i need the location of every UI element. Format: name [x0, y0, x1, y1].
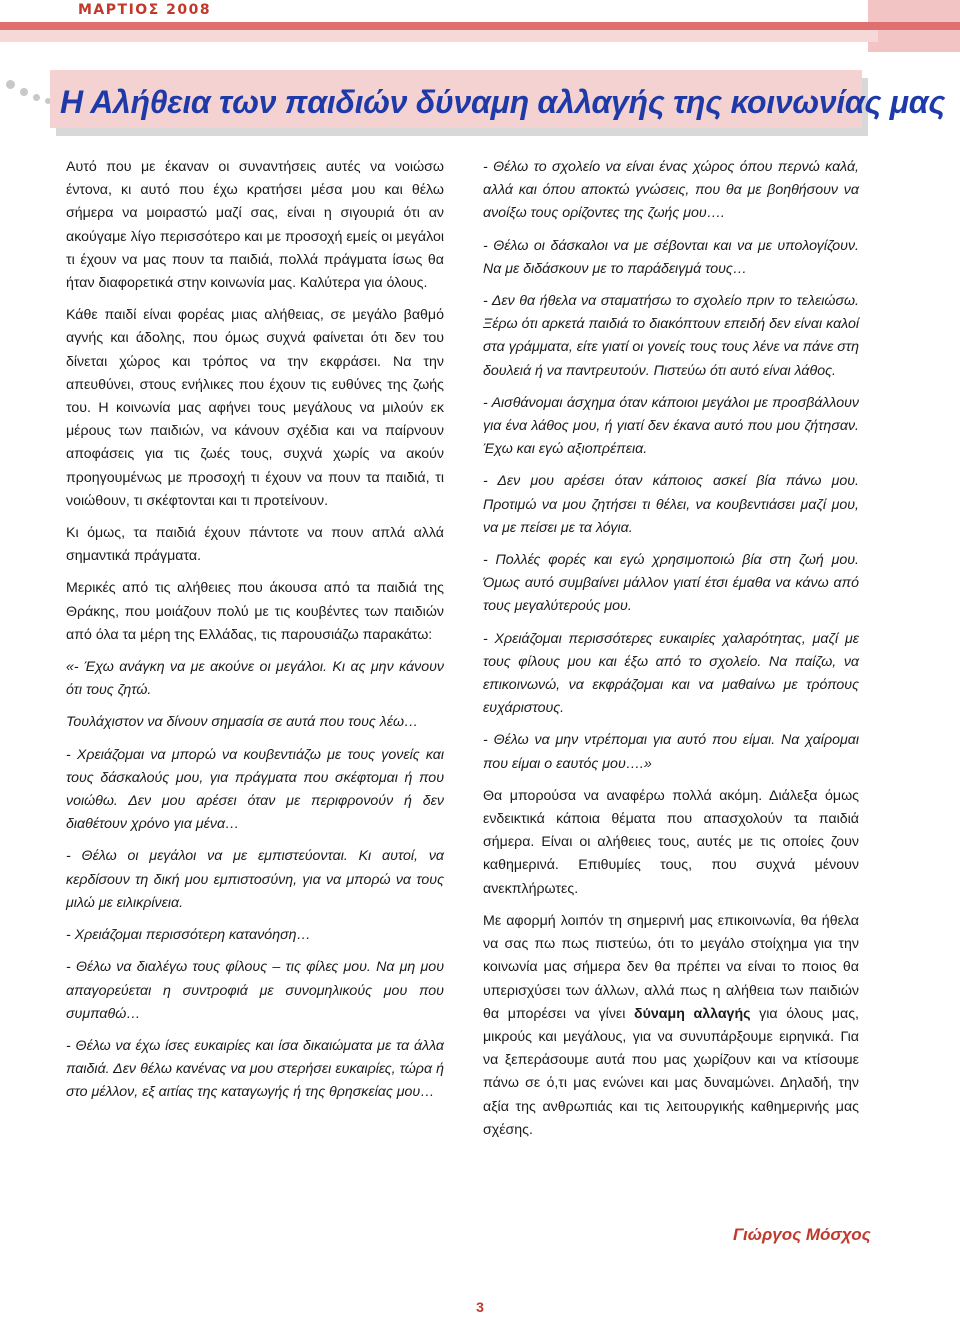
quote-item: - Δεν θα ήθελα να σταματήσω το σχολείο πριν το τελειώσω. Ξέρω ότι αρκετά παιδιά το διακόπτουν επειδή δεν είναι καλοί στα γράμματα, είτε γιατί οι γονείς τους τους λένε να πάνε στη δουλειά ή να παντρευτούν. Πιστεύω ότι αυτό είναι λάθος. [483, 293, 859, 379]
quote-item: - Χρειάζομαι περισσότερη κατανόηση… [66, 927, 311, 944]
emphasis: δύναμη αλλαγής [634, 1005, 751, 1022]
paragraph: Κάθε παιδί είναι φορέας μιας αλήθειας, σε μεγάλο βαθμό αγνής και άδολης, που όμως συχνά φαίνεται ότι δεν του δίνεται χώρος και τρόπος να την εκφράσει. Να την απευθύνει, στους ενήλικες που έχουν τις ευθύνες της ζωής του. Η κοινωνία μας αφήνει τους μεγάλους να μιλούν εκ μέρους των παιδιών, να κάνουν σχέδια και να παίρνουν αποφάσεις για τις ζωές τους, συχνά χωρίς να ακούν προηγουμένως με προσοχή τι έχουν να πουν τα παιδιά, τι νοιώθουν, τι σκέφτονται και τι προτείνουν. [66, 307, 444, 509]
quote-item: Τουλάχιστον να δίνουν σημασία σε αυτά που τους λέω… [66, 714, 419, 731]
paragraph-lead: Με αφορμή λοιπόν τη σημερινή μας επικοινωνία, θα ήθελα να σας πω πως πιστεύω, ότι το μεγάλο στοίχημα για την κοινωνία μας σήμερα δεν θα πρέπει να είναι το ποιος θα υπερισχύσει των άλλων, αλλά πως η αλήθεια των παιδιών θα μπορέσει να γίνει [483, 912, 859, 1022]
left-column [66, 156, 444, 1114]
header-rule [0, 22, 960, 30]
quote-item: - Χρειάζομαι περισσότερες ευκαιρίες χαλαρότητας, μαζί με τους φίλους μου και έξω από το σχολείο. Να παίζω, να επικοινωνώ, να εκφράζομαι και να μαθαίνω με τρόπους ευχάριστους. [483, 630, 859, 717]
paragraph: Αυτό που με έκαναν οι συναντήσεις αυτές να νοιώσω έντονα, κι αυτό που έχω κρατήσει μέσα μου και θέλω σήμερα να μοιραστώ μαζί σας, είναι η σιγουριά ότι αν ακούγαμε λίγο περισσότερο και με προσοχή εμείς οι μεγάλοι τι έχουν να μας πουν τα παιδιά, πολλά πράγματα ίσως θα ήταν διαφορετικά στην κοινωνία μας. Καλύτερα για όλους. [66, 159, 444, 292]
paragraph [483, 910, 859, 1142]
right-column [483, 156, 859, 1151]
quote-item: - Δεν μου αρέσει όταν κάποιος ασκεί βία πάνω μου. Προτιμώ να μου ζητήσει τι θέλει, να κουβεντιάσει μαζί μου, να με πείσει με τα λόγια. [483, 473, 859, 536]
quote-item: - Χρειάζομαι να μπορώ να κουβεντιάζω με τους γονείς και τους δάσκαλούς μου, για πράγματα που σκέφτομαι ή που νοιώθω. Δεν μου αρέσει όταν με περιφρονούν ή δεν διαθέτουν χρόνο για μένα… [66, 746, 444, 833]
header-band [0, 30, 878, 42]
issue-date: ΜΑΡΤΙΟΣ 2008 [78, 2, 212, 18]
quote-item: - Θέλω το σχολείο να είναι ένας χώρος όπου περνώ καλά, αλλά και όπου αποκτώ γνώσεις, που θα με βοηθήσουν να ανοίξω τους ορίζοντες της ζωής μου…. [483, 159, 859, 222]
paragraph: Μερικές από τις αλήθειες που άκουσα από τα παιδιά της Θράκης, που μοιάζουν πολύ με τις κουβέντες των παιδιών από όλα τα μέρη της Ελλάδας, τις παρουσιάζω παρακάτω: [66, 580, 444, 643]
quote-item: - Πολλές φορές και εγώ χρησιμοποιώ βία στη ζωή μου. Όμως αυτό συμβαίνει μάλλον γιατί έτσι έμαθα να κάνω από τους μεγαλύτερούς μου. [483, 552, 859, 615]
paragraph-tail: για όλους μας, μικρούς και μεγάλους, για να συνυπάρξουμε ειρηνικά. Για να ξεπεράσουμε αυτά που μας χωρίζουν και να κτίσουμε πάνω σε ό,τι μας ενώνει και μας δυναμώνει. Δηλαδή, την αξία της ανθρωπιάς και τις λειτουργικής καθημερινής μας σχέσης. [483, 1005, 859, 1138]
quote-item: «- Έχω ανάγκη να με ακούνε οι μεγάλοι. Κι ας μην κάνουν ότι τους ζητώ. [66, 659, 444, 699]
quote-item: - Θέλω να έχω ίσες ευκαιρίες και ίσα δικαιώματα με τα άλλα παιδιά. Δεν θέλω κανένας να μου στερήσει ευκαιρίες, τώρα ή στο μέλλον, εξ αιτίας της καταγωγής ή της θρησκείας μου… [66, 1037, 444, 1101]
author-signature: Γιώργος Μόσχος [733, 1225, 871, 1244]
page-number: 3 [476, 1299, 484, 1315]
quote-item: - Αισθάνομαι άσχημα όταν κάποιοι μεγάλοι με προσβάλλουν για ένα λάθος μου, ή γιατί δεν έκανα αυτό που μου ζήτησαν. Έχω και εγώ αξιοπρέπεια. [483, 394, 859, 458]
paragraph: Κι όμως, τα παιδιά έχουν πάντοτε να πουν απλά αλλά σημαντικά πράγματα. [66, 525, 444, 565]
quote-item: - Θέλω οι δάσκαλοι να με σέβονται και να με υπολογίζουν. Να με διδάσκουν με το παράδειγμά τους… [483, 237, 859, 277]
paragraph: Θα μπορούσα να αναφέρω πολλά ακόμη. Διάλεξα όμως ενδεικτικά κάποια θέματα που απασχολούν τα παιδιά σήμερα. Είναι οι αλήθειες τους, αυτές με τις οποίες ζουν καθημερινά. Επιθυμίες τους, που συχνά μένουν ανεκπλήρωτες. [483, 787, 859, 897]
quote-item: - Θέλω να διαλέγω τους φίλους – τις φίλες μου. Να μη μου απαγορεύεται η συντροφιά με συνομηλικούς μου που συμπαθώ… [66, 959, 444, 1022]
quote-item: - Θέλω να μην ντρέπομαι για αυτό που είμαι. Να χαίρομαι που είμαι ο εαυτός μου….» [483, 732, 859, 772]
article-title: Η Αλήθεια των παιδιών δύναμη αλλαγής της κοινωνίας μας [60, 84, 946, 120]
quote-item: - Θέλω οι μεγάλοι να με εμπιστεύονται. Κι αυτοί, να κερδίσουν τη δική μου εμπιστοσύνη, για να μπορώ να τους μιλώ με ειλικρίνεια. [66, 848, 444, 911]
